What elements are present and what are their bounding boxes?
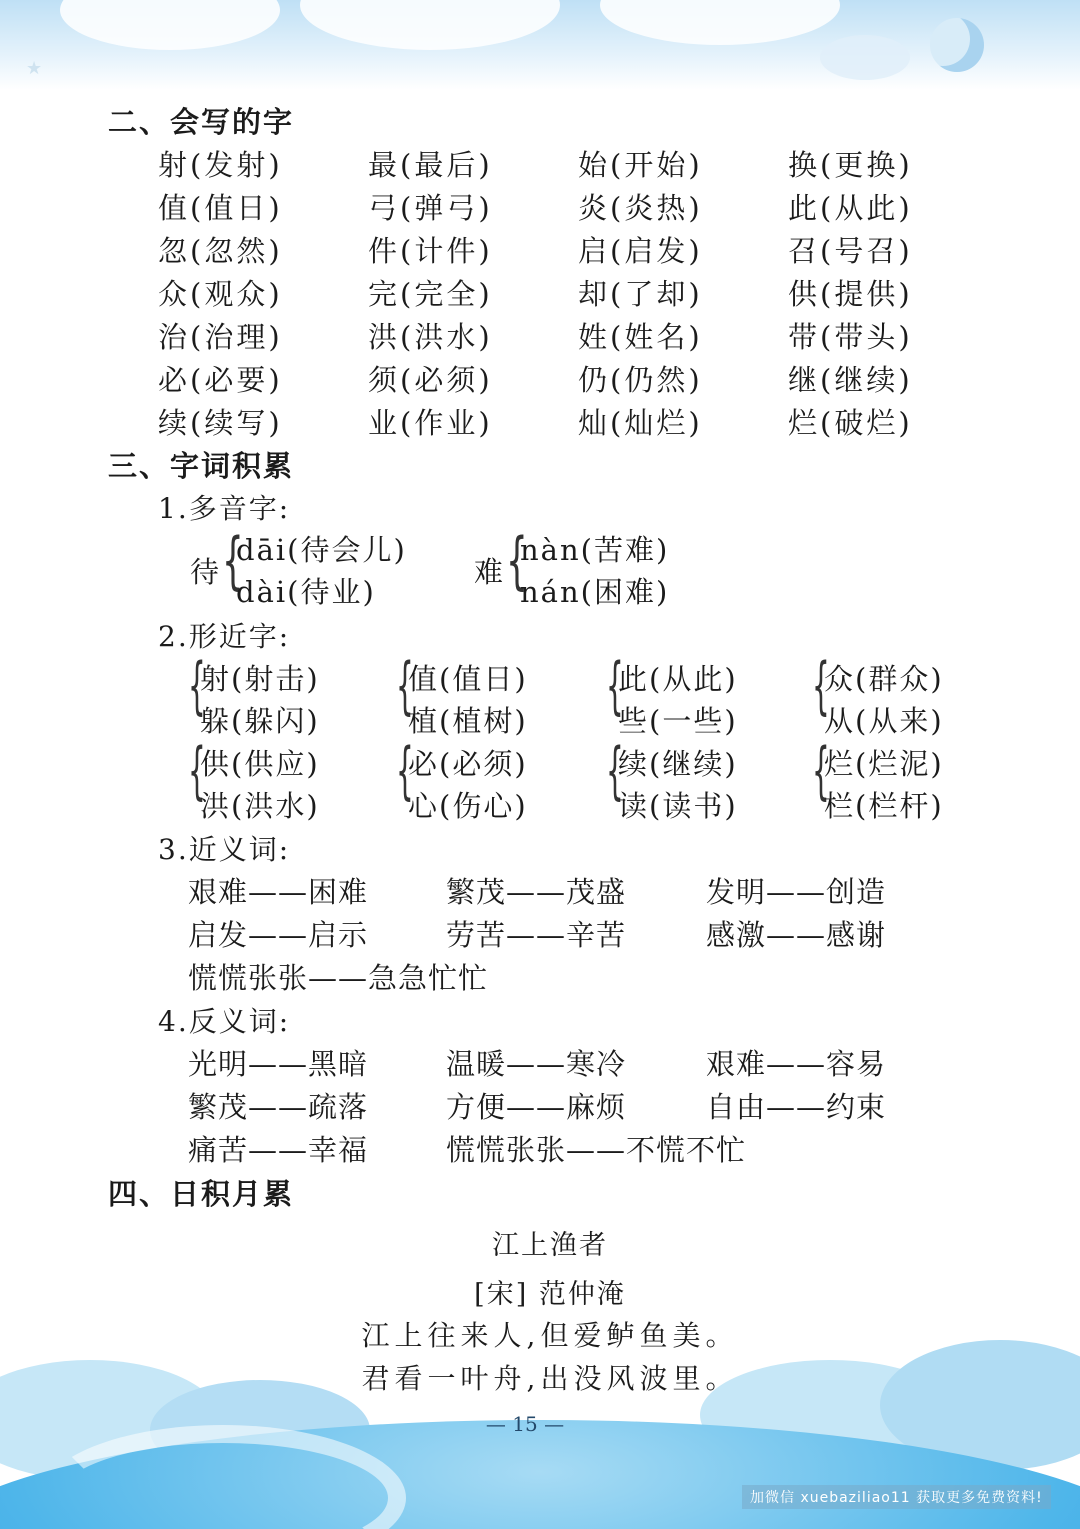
brace-icon: {	[812, 734, 830, 807]
pair-item: 值(值日)	[408, 662, 528, 696]
star-icon: ★	[26, 58, 43, 79]
char-item: 供(提供)	[788, 277, 913, 311]
reading-item: dài(待业)	[236, 575, 376, 609]
pair-item: 栏(栏杆)	[824, 789, 944, 823]
char-item: 须(必须)	[368, 363, 493, 397]
synonym-pair: 发明——创造	[706, 875, 887, 909]
section-title: 四、日积月累	[108, 1177, 295, 1211]
brace-icon: {	[606, 649, 624, 722]
pair-item: 烂(烂泥)	[824, 747, 944, 781]
synonym-pair: 感激——感谢	[706, 918, 887, 952]
char-item: 却(了却)	[578, 277, 703, 311]
brace-icon: {	[396, 649, 414, 722]
brace-icon: {	[506, 524, 528, 597]
synonym-pair: 艰难——困难	[188, 875, 369, 909]
char-item: 姓(姓名)	[578, 320, 703, 354]
brace-icon: {	[606, 734, 624, 807]
char-item: 必(必要)	[158, 363, 283, 397]
page-number: — 15 —	[485, 1412, 565, 1436]
pair-item: 读(读书)	[618, 789, 738, 823]
char-item: 灿(灿烂)	[578, 406, 703, 440]
poem-line: 江上往来人,但爱鲈鱼美。	[361, 1319, 739, 1352]
reading-item: nàn(苦难)	[520, 533, 670, 567]
brace-icon: {	[812, 649, 830, 722]
reading-item: dāi(待会儿)	[236, 533, 407, 567]
subsection-label: 2.形近字:	[158, 620, 291, 653]
char-item: 始(开始)	[578, 148, 703, 182]
antonym-pair: 艰难——容易	[706, 1047, 887, 1081]
char-item: 炎(炎热)	[578, 191, 703, 225]
char-item: 治(治理)	[158, 320, 283, 354]
brace-icon: {	[222, 524, 244, 597]
char-item: 洪(洪水)	[368, 320, 493, 354]
pair-item: 洪(洪水)	[200, 789, 320, 823]
polyphonic-char: 难	[474, 555, 504, 589]
antonym-pair: 痛苦——幸福	[188, 1133, 369, 1167]
antonym-pair: 繁茂——疏落	[188, 1090, 369, 1124]
char-item: 件(计件)	[368, 234, 493, 268]
char-item: 继(继续)	[788, 363, 913, 397]
section-title: 二、会写的字	[108, 105, 295, 139]
antonym-pair: 自由——约束	[706, 1090, 887, 1124]
char-item: 启(启发)	[578, 234, 703, 268]
synonym-pair: 劳苦——辛苦	[446, 918, 627, 952]
char-item: 烂(破烂)	[788, 406, 913, 440]
pair-item: 心(伤心)	[408, 789, 528, 823]
char-item: 完(完全)	[368, 277, 493, 311]
char-item: 召(号召)	[788, 234, 913, 268]
char-item: 业(作业)	[368, 406, 493, 440]
antonym-pair: 慌慌张张——不慌不忙	[446, 1133, 747, 1167]
pair-item: 供(供应)	[200, 747, 320, 781]
synonym-pair: 启发——启示	[188, 918, 369, 952]
brace-icon: {	[188, 734, 206, 807]
char-item: 此(从此)	[788, 191, 913, 225]
section-title: 三、字词积累	[108, 449, 295, 483]
subsection-label: 1.多音字:	[158, 492, 291, 525]
pair-item: 些(一些)	[618, 704, 738, 738]
pair-item: 植(植树)	[408, 704, 528, 738]
char-item: 弓(弹弓)	[368, 191, 493, 225]
reading-item: nán(困难)	[520, 575, 670, 609]
subsection-label: 3.近义词:	[158, 833, 291, 866]
subsection-label: 4.反义词:	[158, 1005, 291, 1038]
char-item: 续(续写)	[158, 406, 283, 440]
pair-item: 射(射击)	[200, 662, 320, 696]
synonym-pair: 繁茂——茂盛	[446, 875, 627, 909]
pair-item: 众(群众)	[824, 662, 944, 696]
synonym-pair: 慌慌张张——急急忙忙	[188, 961, 489, 995]
poem-author: [宋] 范仲淹	[474, 1279, 626, 1310]
antonym-pair: 光明——黑暗	[188, 1047, 369, 1081]
polyphonic-char: 待	[190, 555, 220, 589]
antonym-pair: 方便——麻烦	[446, 1090, 627, 1124]
char-item: 忽(忽然)	[158, 234, 283, 268]
brace-icon: {	[188, 649, 206, 722]
poem-title: 江上渔者	[492, 1230, 608, 1261]
pair-item: 续(继续)	[618, 747, 738, 781]
char-item: 最(最后)	[368, 148, 493, 182]
char-item: 值(值日)	[158, 191, 283, 225]
pair-item: 从(从来)	[824, 704, 944, 738]
char-item: 仍(仍然)	[578, 363, 703, 397]
pair-item: 必(必须)	[408, 747, 528, 781]
char-item: 换(更换)	[788, 148, 913, 182]
char-item: 众(观众)	[158, 277, 283, 311]
pair-item: 此(从此)	[618, 662, 738, 696]
antonym-pair: 温暖——寒冷	[446, 1047, 627, 1081]
pair-item: 躲(躲闪)	[200, 704, 320, 738]
char-item: 射(发射)	[158, 148, 283, 182]
watermark: 加微信 xuebaziliao11 获取更多免费资料!	[742, 1485, 1051, 1509]
poem-line: 君看一叶舟,出没风波里。	[361, 1362, 739, 1395]
brace-icon: {	[396, 734, 414, 807]
char-item: 带(带头)	[788, 320, 913, 354]
